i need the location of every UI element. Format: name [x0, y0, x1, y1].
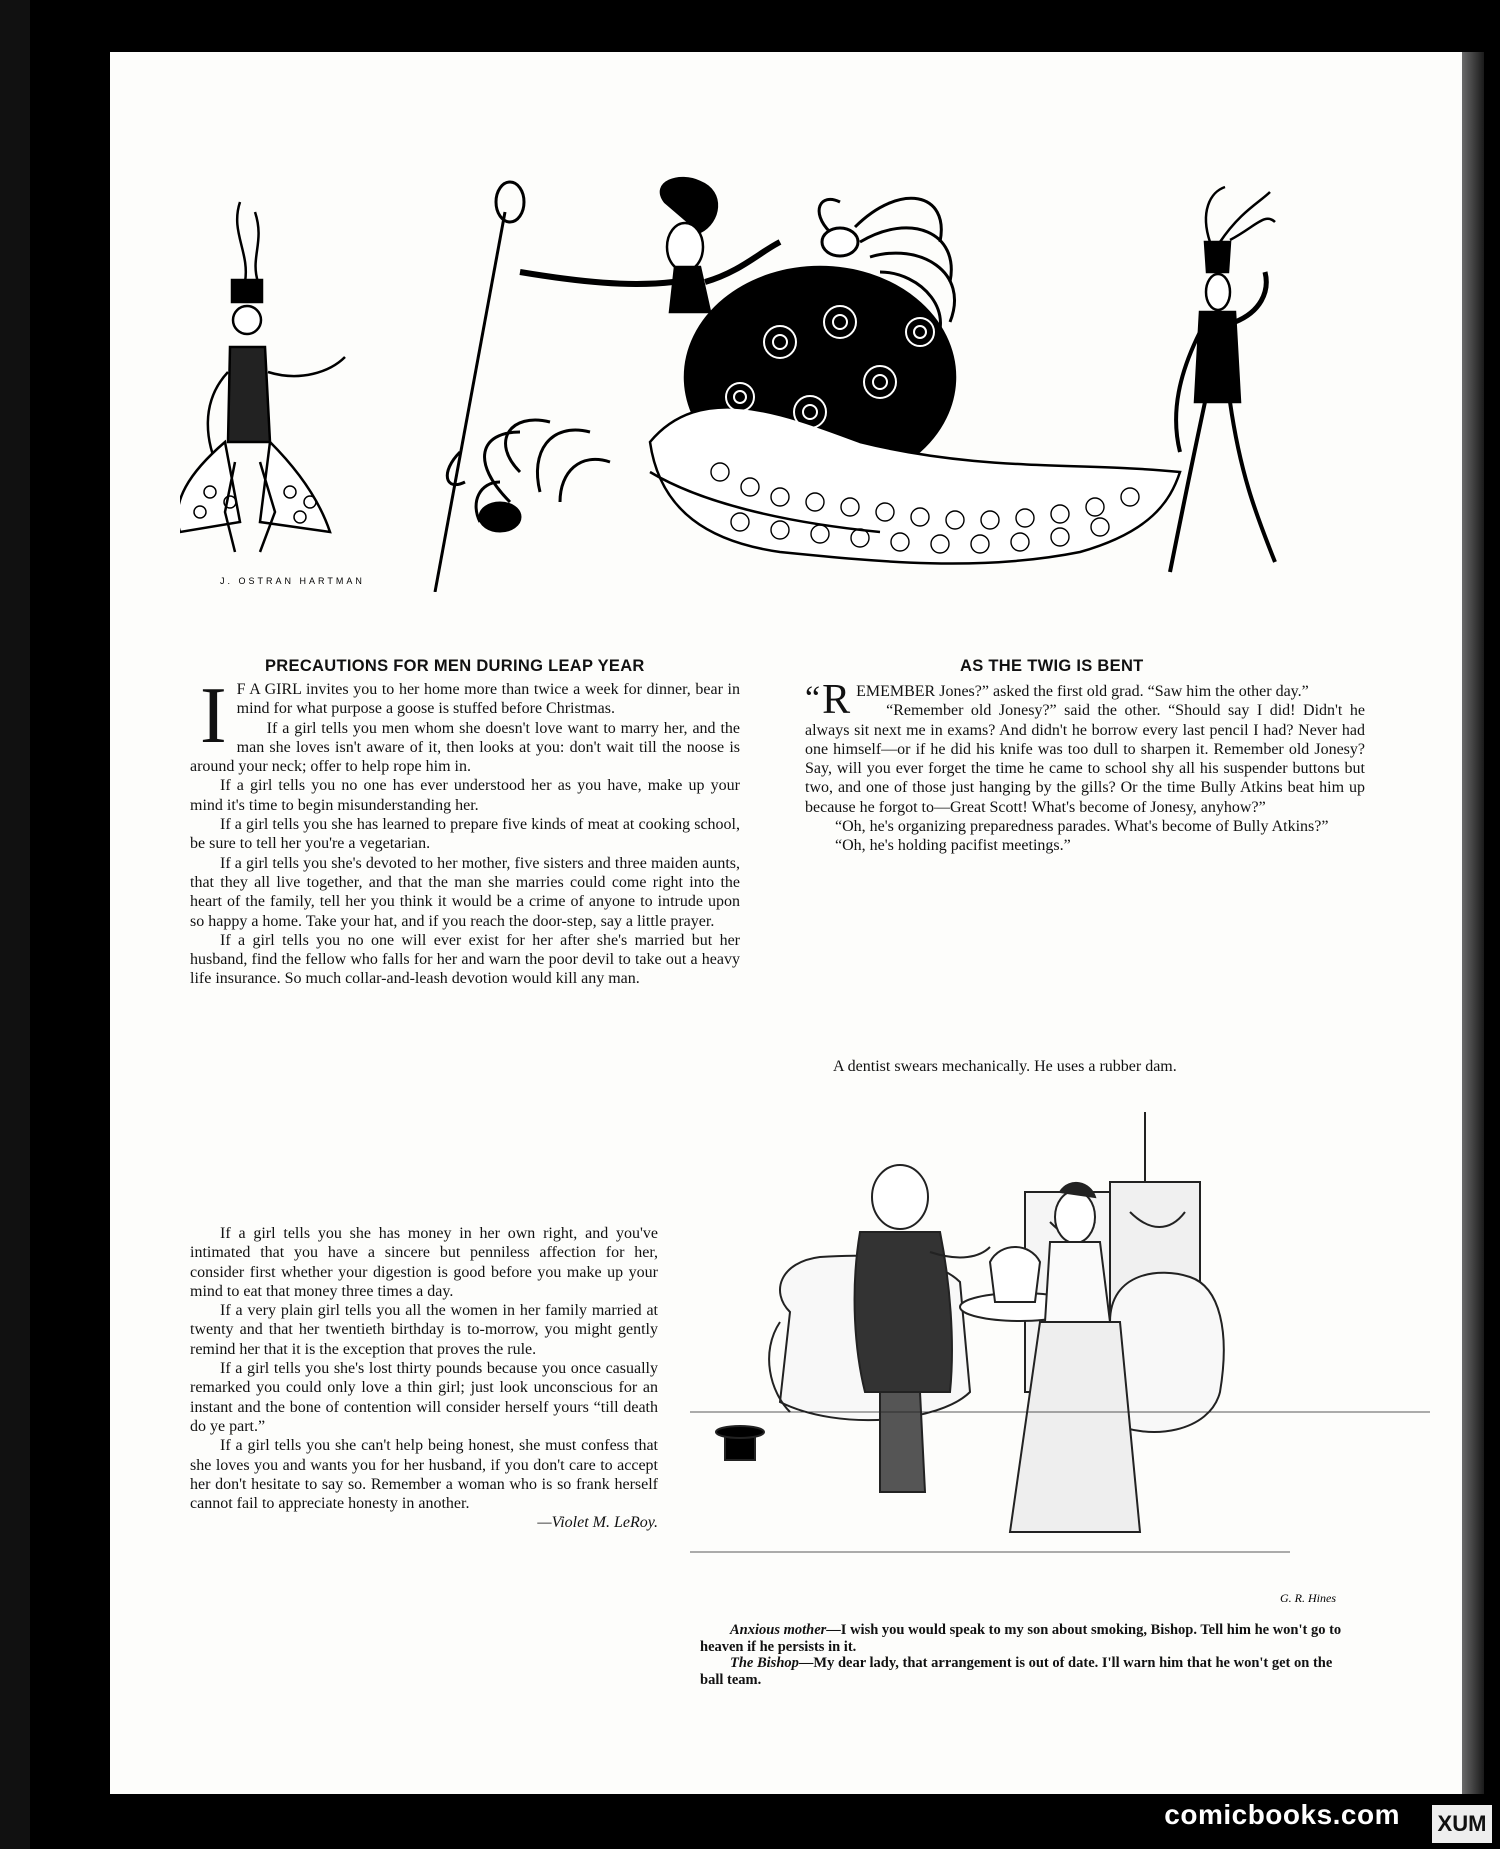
article1-headline: PRECAUTIONS FOR MEN DURING LEAP YEAR	[265, 657, 645, 675]
magazine-page	[110, 52, 1462, 1794]
article1-paragraph: If a girl tells you she's lost thirty pounds because you once casually remarked you could only love a thin girl; just look unconscious for an instant and the bone of contention will consider herself yours “till death do ye part.”	[190, 1360, 658, 1435]
dentist-joke: A dentist swears mechanically. He uses a rubber dam.	[833, 1058, 1177, 1075]
article2-headline: AS THE TWIG IS BENT	[960, 657, 1144, 675]
article1-paragraph: If a girl tells you she has money in her own right, and you've intimated that you have a sincere but penniless affection for her, consider first whether your digestion is good before you make up your mind to eat that money three times a day.	[190, 1225, 658, 1300]
article1-paragraph: If a very plain girl tells you all the women in her family married at twenty and that her twentieth birthday is to-morrow, you might gently remind her that it is the exception that proves the rule.	[190, 1302, 658, 1358]
article2-paragraph: “Oh, he's holding pacifist meetings.”	[835, 837, 1071, 855]
article2-body	[805, 677, 1365, 856]
page-tag: XUM	[1432, 1805, 1492, 1843]
cartoon-illustration	[690, 1092, 1430, 1622]
article2-paragraph: “Remember old Jonesy?” said the other. “Should say I did! Didn't he always sit next me in exams? And didn't he borrow every last pencil I had? Never had one himself—or if he did his knife was too dull to sharpen it. Remember old Jonesy? Say, will you ever forget the time he came to school shy all his suspender buttons but two, and one of those just hanging by the gills? Or the time Bully Atkins beat him up because he forgot to—Great Scott! What's become of Jonesy, anyhow?”	[805, 702, 1365, 816]
caption-text-2: —My dear lady, that arrangement is out of date. I'll warn him that he won't get on the ball team.	[700, 1655, 1333, 1688]
article2-paragraph: EMEMBER Jones?” asked the first old grad. “Saw him the other day.”	[856, 683, 1309, 700]
caption-speaker-2: The Bishop	[730, 1655, 799, 1671]
article1-paragraph: If a girl tells you no one will ever exist for her after she's married but her husband, find the fellow who falls for her and warn the poor devil to take out a heavy life insurance. So much collar-and-leash devotion would kill any man.	[190, 931, 740, 988]
article1-body	[190, 672, 740, 989]
open-quote: “	[805, 680, 821, 717]
article1-paragraph: If a girl tells you no one has ever understood her as you have, make up your mind it's time to begin misunderstanding her.	[190, 777, 740, 814]
caption-speaker-1: Anxious mother	[730, 1622, 827, 1638]
caption-line-1	[700, 1622, 1350, 1655]
article1-body-narrow	[190, 1224, 658, 1533]
big-letter-r: R	[822, 677, 851, 723]
article1-paragraph: F A GIRL invites you to her home more than twice a week for dinner, bear in mind for what purpose a goose is stuffed before Christmas.	[236, 681, 740, 718]
article2-paragraph: “Oh, he's organizing preparedness parades. What's become of Bully Atkins?”	[835, 818, 1329, 836]
caption-line-2	[700, 1655, 1350, 1688]
article1-paragraph: If a girl tells you she can't help being honest, she must confess that she loves you and wants you for her husband, if you don't care to accept her don't hesitate to say so. Remember a woman who is so frank herself cannot fail to appreciate honesty in another.	[190, 1437, 658, 1513]
dropcap-letter: I	[200, 672, 227, 760]
cartoon-caption	[700, 1622, 1350, 1688]
illustration-signature: J. OSTRAN HARTMAN	[220, 576, 365, 586]
cartoon-signature: G. R. Hines	[1280, 1591, 1336, 1605]
article1-paragraph: If a girl tells you men whom she doesn't love want to marry her, and the man she loves isn't aware of it, then looks at you: don't wait till the noose is around your neck; offer to help rope him in.	[190, 719, 740, 776]
article1-paragraph: If a girl tells you she's devoted to her mother, five sisters and three maiden aunts, that they all live together, and that the man she marries could come right into the heart of the family, tell her you think it would be a crime of anyone to intrude upon so happy a home. Take your hat, and if you reach the door-step, say a little prayer.	[190, 854, 740, 930]
caption-text-1: —I wish you would speak to my son about smoking, Bishop. Tell him he won't go to heaven if he persists in it.	[700, 1622, 1342, 1655]
page-edge-shadow	[1462, 52, 1484, 1794]
article1-signature: —Violet M. LeRoy.	[537, 1514, 658, 1532]
watermark: comicbooks.com	[1164, 1799, 1400, 1830]
article1-paragraph: If a girl tells you she has learned to prepare five kinds of meat at cooking school, be sure to tell her you're a vegetarian.	[190, 816, 740, 853]
scan-left-border	[0, 0, 30, 1849]
header-illustration	[180, 172, 1330, 592]
